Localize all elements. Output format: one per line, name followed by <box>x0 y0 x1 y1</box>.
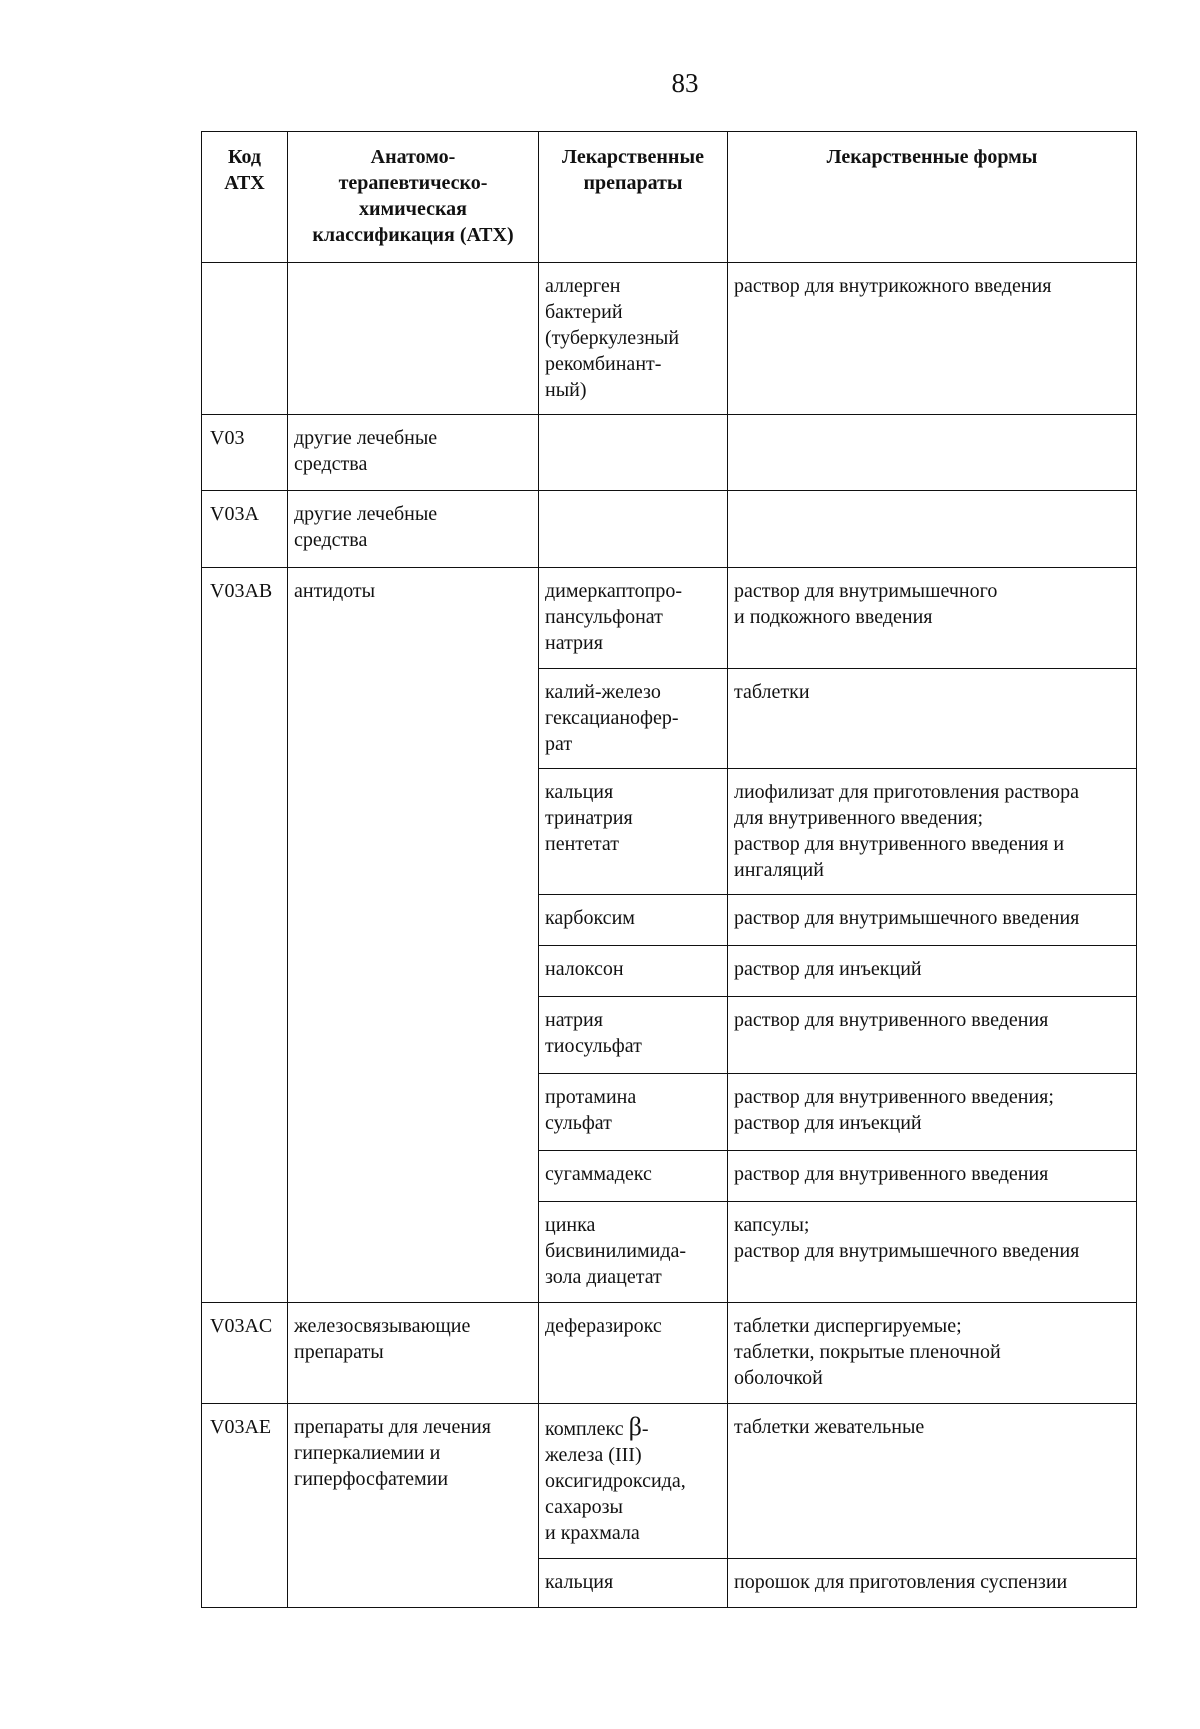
table-row <box>202 263 1137 415</box>
cell-classification: другие лечебные средства <box>288 415 539 491</box>
cell-drug: карбоксим <box>539 895 728 946</box>
cell-form <box>728 415 1137 491</box>
cell-drug: димеркаптопро- пансульфонат натрия <box>539 568 728 669</box>
cell-form: раствор для внутривенного введения; раствор для инъекций <box>728 1074 1137 1151</box>
cell-classification: другие лечебные средства <box>288 491 539 568</box>
cell-form: раствор для внутримышечного и подкожного введения <box>728 568 1137 669</box>
page-number: 83 <box>671 68 699 98</box>
cell-form: таблетки жевательные <box>728 1404 1137 1559</box>
cell-classification: препараты для лечения гиперкалиемии и гиперфосфатемии <box>288 1404 539 1608</box>
cell-drug: налоксон <box>539 946 728 997</box>
cell-form: таблетки <box>728 669 1137 769</box>
table-row <box>202 1303 1137 1404</box>
cell-classification: антидоты <box>288 568 539 1303</box>
cell-drug: кальция <box>539 1559 728 1608</box>
beta-symbol: β <box>628 1412 642 1441</box>
drug-prefix: комплекс <box>545 1418 629 1440</box>
cell-form: раствор для внутрикожного введения <box>728 263 1137 415</box>
table-row <box>202 491 1137 568</box>
cell-drug: деферазирокс <box>539 1303 728 1404</box>
cell-drug <box>539 1404 728 1559</box>
cell-classification <box>288 263 539 415</box>
cell-form: капсулы; раствор для внутримышечного введения <box>728 1202 1137 1303</box>
cell-form: раствор для инъекций <box>728 946 1137 997</box>
cell-drug: цинка бисвинилимида- зола диацетат <box>539 1202 728 1303</box>
cell-form: порошок для приготовления суспензии <box>728 1559 1137 1608</box>
cell-drug: кальция тринатрия пентетат <box>539 769 728 895</box>
cell-drug: калий-железо гексацианофер- рат <box>539 669 728 769</box>
header-forms: Лекарственные формы <box>728 132 1137 263</box>
cell-code: V03AC <box>202 1303 288 1404</box>
cell-classification: железосвязывающие препараты <box>288 1303 539 1404</box>
cell-form: лиофилизат для приготовления раствора для внутривенного введения; раствор для внутривенного введения и ингаляций <box>728 769 1137 895</box>
cell-code: V03A <box>202 491 288 568</box>
cell-code: V03AB <box>202 568 288 1303</box>
cell-form: раствор для внутривенного введения <box>728 997 1137 1074</box>
drug-rest: - железа (III) оксигидроксида, сахарозы и крахмала <box>545 1418 686 1544</box>
cell-code <box>202 263 288 415</box>
header-drugs: Лекарственные препараты <box>539 132 728 263</box>
cell-code: V03AE <box>202 1404 288 1608</box>
table-header-row <box>202 132 1137 263</box>
header-code: Код АТХ <box>202 132 288 263</box>
cell-drug: сугаммадекс <box>539 1151 728 1202</box>
cell-form <box>728 491 1137 568</box>
table-row <box>202 415 1137 491</box>
cell-code: V03 <box>202 415 288 491</box>
cell-drug: протамина сульфат <box>539 1074 728 1151</box>
table-row <box>202 1404 1137 1559</box>
cell-form: раствор для внутривенного введения <box>728 1151 1137 1202</box>
cell-form: таблетки диспергируемые; таблетки, покрытые пленочной оболочкой <box>728 1303 1137 1404</box>
cell-drug <box>539 415 728 491</box>
cell-drug: аллерген бактерий (туберкулезный рекомбинант- ный) <box>539 263 728 415</box>
cell-drug: натрия тиосульфат <box>539 997 728 1074</box>
header-classification: Анатомо- терапевтическо- химическая классификация (АТХ) <box>288 132 539 263</box>
table-row <box>202 568 1137 669</box>
atc-table <box>201 131 1137 1608</box>
cell-drug <box>539 491 728 568</box>
cell-form: раствор для внутримышечного введения <box>728 895 1137 946</box>
